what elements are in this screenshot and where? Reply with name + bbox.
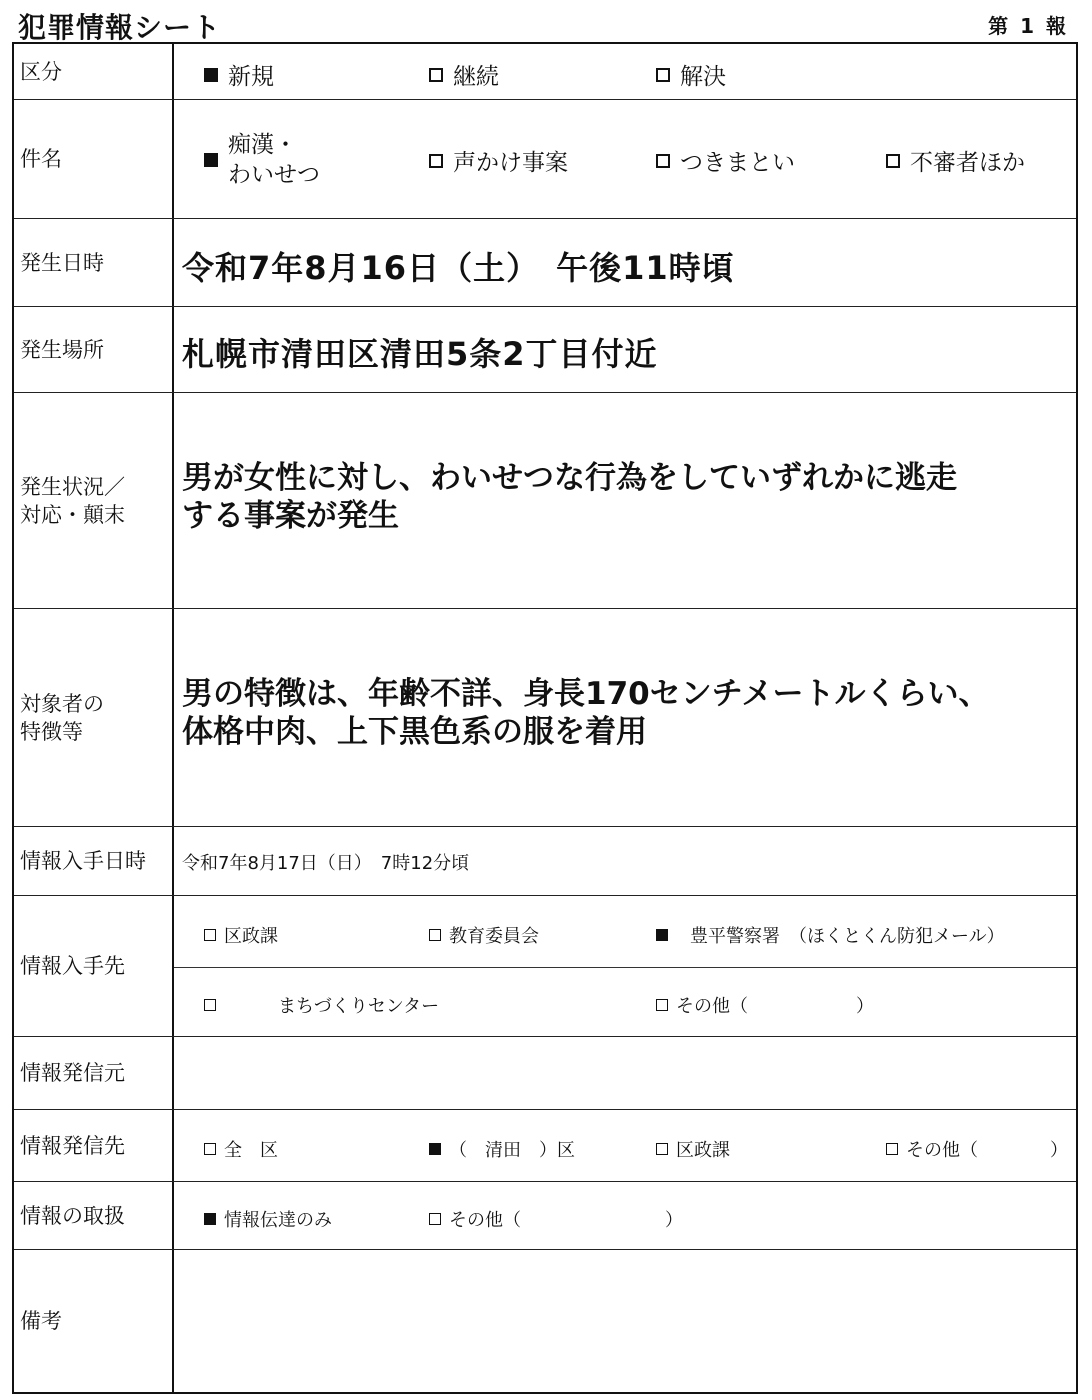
destination-option-label: その他（ ） <box>906 1140 1068 1161</box>
checkbox[interactable] <box>429 1213 441 1225</box>
destination-option-all-wards[interactable] <box>204 1136 278 1162</box>
source-label: 情報入手先 <box>14 896 174 1036</box>
handling-option-other[interactable] <box>429 1206 683 1232</box>
checkbox[interactable] <box>429 68 443 82</box>
category-option-label: 解決 <box>680 64 726 90</box>
checkbox[interactable] <box>429 154 443 168</box>
checkbox[interactable] <box>656 68 670 82</box>
row-datetime <box>14 219 1076 307</box>
source-option-police[interactable] <box>656 922 1005 948</box>
checkbox-checked[interactable] <box>204 153 218 167</box>
subject-option-line2: わいせつ <box>228 162 320 188</box>
source-option-machizukuri[interactable] <box>204 992 439 1018</box>
sender-label: 情報発信元 <box>14 1037 174 1109</box>
row-category <box>14 44 1076 100</box>
source-option-label: その他（ ） <box>676 996 874 1017</box>
subject-option-stalking[interactable] <box>656 144 795 177</box>
report-number-value: 1 <box>1020 14 1034 38</box>
source-option-label: 教育委員会 <box>449 926 539 947</box>
subject-option-label: 不審者ほか <box>910 150 1025 176</box>
row-location <box>14 307 1076 393</box>
sheet-title: 犯罪情報シート <box>18 11 222 44</box>
checkbox-checked[interactable] <box>429 1143 441 1155</box>
destination-option-label: （ 清田 ）区 <box>449 1140 575 1161</box>
checkbox[interactable] <box>204 929 216 941</box>
row-source <box>14 896 1076 1037</box>
checkbox[interactable] <box>204 999 216 1011</box>
row-situation <box>14 393 1076 609</box>
row-destination <box>14 1110 1076 1182</box>
handling-option-label: その他（ ） <box>449 1210 683 1231</box>
datetime-value: 令和7年8月16日（土） 午後11時頃 <box>182 249 735 287</box>
subject-option-voice[interactable] <box>429 144 568 177</box>
situation-text <box>182 459 1072 535</box>
row-subject <box>14 100 1076 219</box>
location-value: 札幌市清田区清田5条2丁目付近 <box>182 335 658 373</box>
situation-label <box>14 393 174 608</box>
suspect-label <box>14 609 174 826</box>
destination-label: 情報発信先 <box>14 1110 174 1181</box>
checkbox[interactable] <box>204 1143 216 1155</box>
situation-text-line2: する事案が発生 <box>182 498 399 534</box>
datetime-label: 発生日時 <box>14 219 174 306</box>
report-number-prefix: 第 <box>988 14 1009 38</box>
suspect-text <box>182 675 1072 751</box>
handling-option-label: 情報伝達のみ <box>224 1210 332 1231</box>
report-number-suffix: 報 <box>1046 14 1066 38</box>
row-handling <box>14 1182 1076 1250</box>
subject-label: 件名 <box>14 100 174 218</box>
subject-option-label: つきまとい <box>680 150 795 176</box>
subject-option-line1: 痴漢・ <box>228 132 297 158</box>
category-option-label: 新規 <box>228 64 274 90</box>
category-option-continue[interactable] <box>429 58 499 91</box>
handling-label: 情報の取扱 <box>14 1182 174 1249</box>
source-option-label: 区政課 <box>224 926 278 947</box>
situation-label-line2: 対応・顛末 <box>20 502 125 527</box>
row-sender <box>14 1037 1076 1110</box>
checkbox[interactable] <box>656 1143 668 1155</box>
subject-option-suspicious[interactable] <box>886 144 1025 177</box>
row-received <box>14 827 1076 896</box>
subject-option-label <box>228 130 320 190</box>
destination-option-kiyota-ward[interactable] <box>429 1136 575 1162</box>
row-suspect <box>14 609 1076 827</box>
category-option-label: 継続 <box>453 64 499 90</box>
destination-option-label: 区政課 <box>676 1140 730 1161</box>
checkbox[interactable] <box>656 999 668 1011</box>
destination-option-label: 全 区 <box>224 1140 278 1161</box>
subject-option-label: 声かけ事案 <box>453 150 568 176</box>
received-value: 令和7年8月17日（日） 7時12分頃 <box>182 853 470 874</box>
checkbox[interactable] <box>429 929 441 941</box>
suspect-label-line1: 対象者の <box>20 691 104 716</box>
suspect-text-line1: 男の特徴は、年齢不詳、身長170センチメートルくらい、 <box>182 676 990 712</box>
destination-option-ward-office[interactable] <box>656 1136 730 1162</box>
source-sub-divider <box>174 967 1076 968</box>
source-option-ward-office[interactable] <box>204 922 278 948</box>
received-label: 情報入手日時 <box>14 827 174 895</box>
situation-text-line1: 男が女性に対し、わいせつな行為をしていずれかに逃走 <box>182 460 957 496</box>
situation-label-line1: 発生状況／ <box>20 474 125 499</box>
remarks-label: 備考 <box>14 1250 174 1392</box>
category-option-resolved[interactable] <box>656 58 726 91</box>
checkbox-checked[interactable] <box>204 1213 216 1225</box>
source-option-other[interactable] <box>656 992 874 1018</box>
category-option-new[interactable] <box>204 58 274 91</box>
location-label: 発生場所 <box>14 307 174 392</box>
checkbox[interactable] <box>886 154 900 168</box>
crime-info-sheet <box>12 42 1078 1394</box>
suspect-text-line2: 体格中肉、上下黒色系の服を着用 <box>182 714 647 750</box>
source-option-label: 豊平警察署 （ほくとくん防犯メール） <box>690 926 1005 947</box>
destination-option-other[interactable] <box>886 1136 1068 1162</box>
checkbox-checked[interactable] <box>204 68 218 82</box>
source-option-label: まちづくりセンター <box>278 996 440 1017</box>
checkbox[interactable] <box>886 1143 898 1155</box>
source-option-education-board[interactable] <box>429 922 539 948</box>
report-number <box>982 10 1072 39</box>
row-remarks <box>14 1250 1076 1392</box>
checkbox-checked[interactable] <box>656 929 668 941</box>
subject-option-molestation[interactable] <box>204 130 320 190</box>
checkbox[interactable] <box>656 154 670 168</box>
category-label: 区分 <box>14 44 174 99</box>
handling-option-info-only[interactable] <box>204 1206 332 1232</box>
suspect-label-line2: 特徴等 <box>20 719 83 744</box>
